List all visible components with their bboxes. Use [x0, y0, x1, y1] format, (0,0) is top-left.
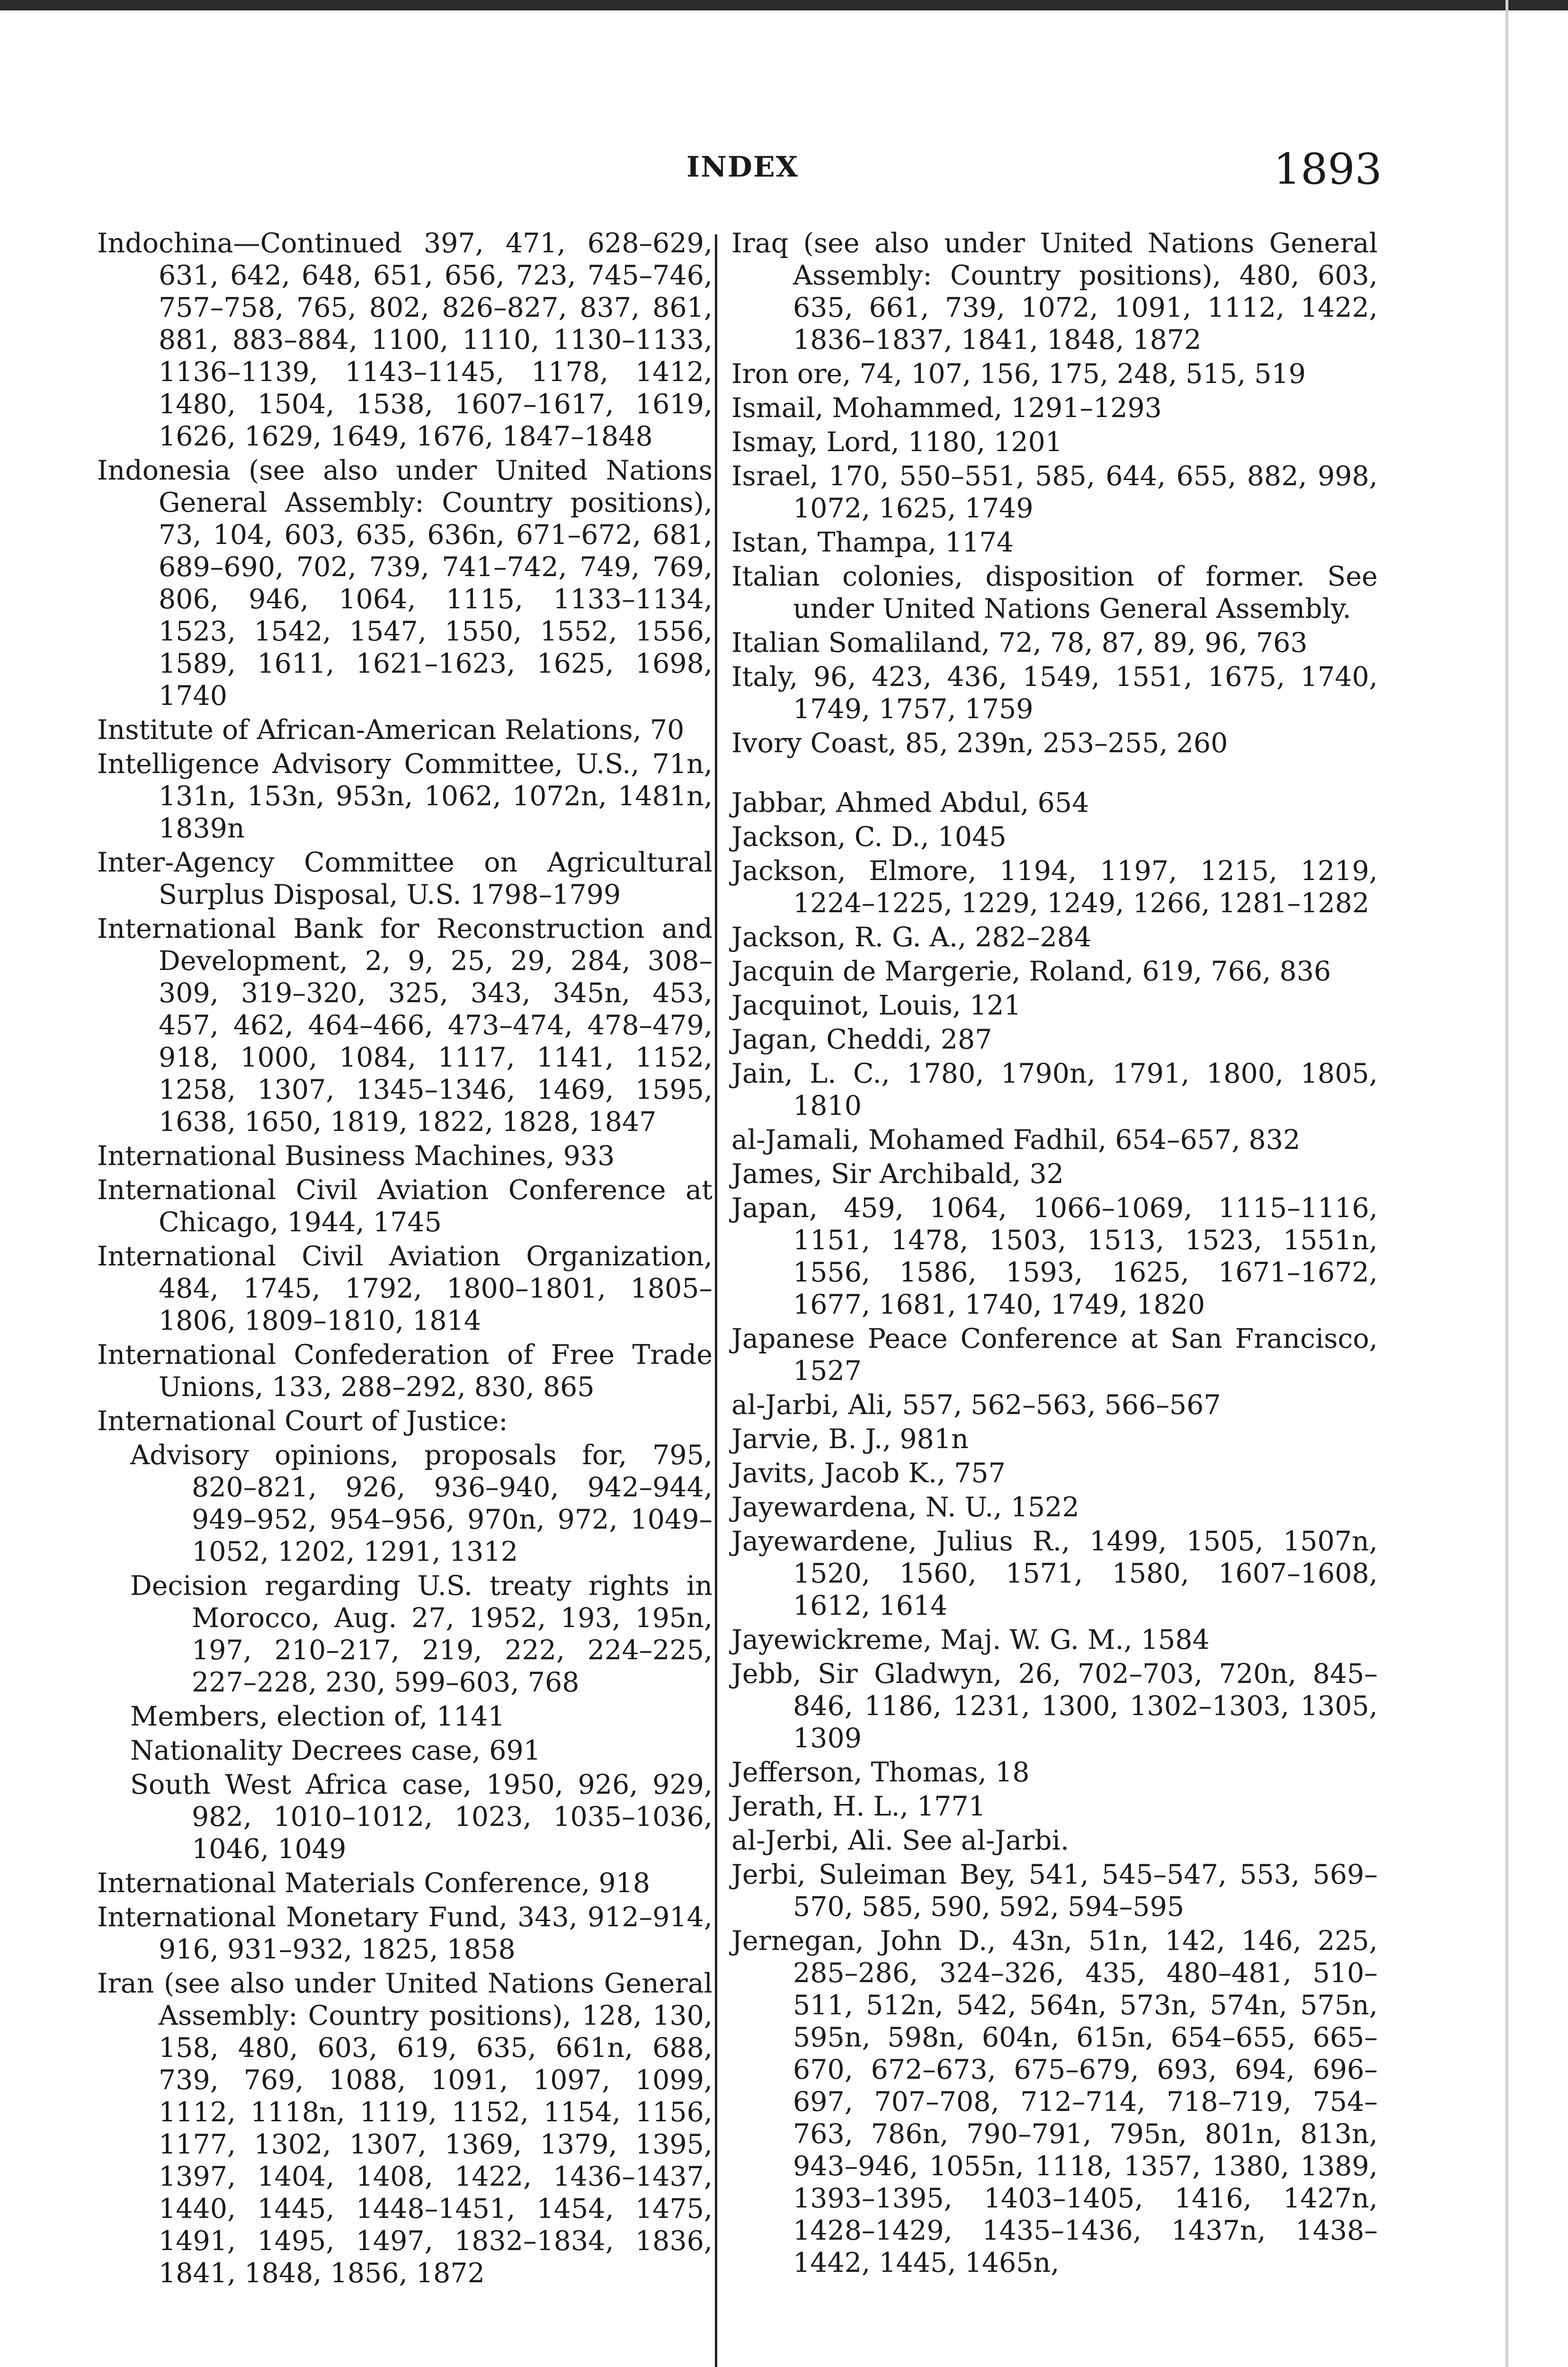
index-entry: Ivory Coast, 85, 239n, 253–255, 260: [731, 728, 1228, 759]
index-entry: Jarvie, B. J., 981n: [731, 1424, 969, 1455]
index-entry: Iraq (see also under United Nations General Assembly: Country positions), 480, 603, 635, 661, 739, 1072, 1091, 1112, 1422, 1836–1837, 1841, 1848, 1872: [731, 228, 1378, 356]
index-subentry: Members, election of, 1141: [130, 1701, 505, 1732]
index-entry: Jain, L. C., 1780, 1790n, 1791, 1800, 1805, 1810: [731, 1058, 1378, 1121]
index-subentry: South West Africa case, 1950, 926, 929, 982, 1010–1012, 1023, 1035–1036, 1046, 1049: [130, 1769, 713, 1865]
index-entry: al-Jarbi, Ali, 557, 562–563, 566–567: [731, 1389, 1221, 1421]
running-head: INDEX: [686, 151, 799, 184]
index-entry: Italy, 96, 423, 436, 1549, 1551, 1675, 1740, 1749, 1757, 1759: [731, 661, 1378, 725]
index-entry: International Confederation of Free Trade Unions, 133, 288–292, 830, 865: [97, 1339, 713, 1403]
column-divider: [715, 234, 717, 2367]
index-entry: Jackson, C. D., 1045: [731, 821, 1007, 853]
index-entry: Jackson, Elmore, 1194, 1197, 1215, 1219, 1224–1225, 1229, 1249, 1266, 1281–1282: [731, 855, 1378, 919]
index-entry: Jabbar, Ahmed Abdul, 654: [731, 787, 1089, 819]
index-entry: Ismail, Mohammed, 1291–1293: [731, 392, 1162, 424]
index-entry: Intelligence Advisory Committee, U.S., 71n, 131n, 153n, 953n, 1062, 1072n, 1481n, 1839n: [97, 748, 713, 844]
index-entry: al-Jamali, Mohamed Fadhil, 654–657, 832: [731, 1124, 1301, 1156]
index-entry: Jayewardena, N. U., 1522: [731, 1492, 1079, 1523]
index-entry: International Civil Aviation Organization, 484, 1745, 1792, 1800–1801, 1805–1806, 1809–1810, 1814: [97, 1241, 713, 1336]
index-subentry: Advisory opinions, proposals for, 795, 820–821, 926, 936–940, 942–944, 949–952, 954–956, 970n, 972, 1049–1052, 1202, 1291, 1312: [130, 1440, 713, 1567]
index-entry: International Business Machines, 933: [97, 1140, 615, 1172]
index-entry: Italian colonies, disposition of former. See under United Nations General Assembly.: [731, 561, 1378, 624]
index-entry: James, Sir Archibald, 32: [731, 1158, 1064, 1190]
index-entry: International Court of Justice:: [97, 1406, 508, 1437]
index-entry: Jagan, Cheddi, 287: [731, 1024, 992, 1055]
page-edge: [1506, 0, 1508, 2367]
index-subentry: Nationality Decrees case, 691: [130, 1735, 541, 1766]
index-entry: Jefferson, Thomas, 18: [731, 1757, 1030, 1788]
index-entry: Iron ore, 74, 107, 156, 175, 248, 515, 519: [731, 358, 1306, 390]
index-entry: Jerath, H. L., 1771: [731, 1791, 986, 1822]
index-entry: International Monetary Fund, 343, 912–914, 916, 931–932, 1825, 1858: [97, 1902, 713, 1965]
index-entry: Jayewickreme, Maj. W. G. M., 1584: [731, 1624, 1210, 1655]
index-entry: Japan, 459, 1064, 1066–1069, 1115–1116, 1151, 1478, 1503, 1513, 1523, 1551n, 1556, 1586, 1593, 1625, 1671–1672, 1677, 1681, 1740, 1749, 1820: [731, 1192, 1378, 1320]
page-number: 1893: [1274, 144, 1382, 194]
index-entry: Javits, Jacob K., 757: [731, 1458, 1006, 1489]
index-entry: International Materials Conference, 918: [97, 1868, 650, 1899]
index-column-left: [97, 227, 713, 2291]
index-entry: Ismay, Lord, 1180, 1201: [731, 427, 1063, 458]
index-entry: Inter-Agency Committee on Agricultural Surplus Disposal, U.S. 1798–1799: [97, 847, 713, 910]
index-entry: Japanese Peace Conference at San Francisco, 1527: [731, 1323, 1378, 1387]
index-entry: International Civil Aviation Conference at Chicago, 1944, 1745: [97, 1175, 713, 1238]
index-entry: Italian Somaliland, 72, 78, 87, 89, 96, 763: [731, 627, 1308, 658]
index-entry: Jerbi, Suleiman Bey, 541, 545–547, 553, 569–570, 585, 590, 592, 594–595: [731, 1859, 1378, 1922]
index-entry: Jayewardene, Julius R., 1499, 1505, 1507n, 1520, 1560, 1571, 1580, 1607–1608, 1612, 1614: [731, 1526, 1378, 1621]
index-entry: Israel, 170, 550–551, 585, 644, 655, 882, 998, 1072, 1625, 1749: [731, 461, 1378, 524]
index-entry: International Bank for Reconstruction and Development, 2, 9, 25, 29, 284, 308–309, 319–320, 325, 343, 345n, 453, 457, 462, 464–466, 473–474, 478–479, 918, 1000, 1084, 1117, 1141, 1152, 1258, 1307, 1345–1346, 1469, 1595, 1638, 1650, 1819, 1822, 1828, 1847: [97, 913, 713, 1138]
index-entry: Indonesia (see also under United Nations General Assembly: Country positions), 73, 104, 603, 635, 636n, 671–672, 681, 689–690, 702, 739, 741–742, 749, 769, 806, 946, 1064, 1115, 1133–1134, 1523, 1542, 1547, 1550, 1552, 1556, 1589, 1611, 1621–1623, 1625, 1698, 1740: [97, 455, 713, 712]
index-entry: Jernegan, John D., 43n, 51n, 142, 146, 225, 285–286, 324–326, 435, 480–481, 510–511, 512n, 542, 564n, 573n, 574n, 575n, 595n, 598n, 604n, 615n, 654–655, 665–670, 672–673, 675–679, 693, 694, 696–697, 707–708, 712–714, 718–719, 754–763, 786n, 790–791, 795n, 801n, 813n, 943–946, 1055n, 1118, 1357, 1380, 1389, 1393–1395, 1403–1405, 1416, 1427n, 1428–1429, 1435–1436, 1437n, 1438–1442, 1445, 1465n,: [731, 1925, 1378, 2278]
index-entry: Jacquinot, Louis, 121: [731, 990, 1021, 1021]
index-subentry: Decision regarding U.S. treaty rights in Morocco, Aug. 27, 1952, 193, 195n, 197, 210–217, 219, 222, 224–225, 227–228, 230, 599–603, 768: [130, 1570, 713, 1698]
index-entry: Indochina—Continued 397, 471, 628–629, 631, 642, 648, 651, 656, 723, 745–746, 757–758, 765, 802, 826–827, 837, 861, 881, 883–884, 1100, 1110, 1130–1133, 1136–1139, 1143–1145, 1178, 1412, 1480, 1504, 1538, 1607–1617, 1619, 1626, 1629, 1649, 1676, 1847–1848: [97, 228, 713, 452]
index-entry: Jackson, R. G. A., 282–284: [731, 922, 1092, 953]
index-column-right: [731, 227, 1378, 2281]
index-entry: Iran (see also under United Nations General Assembly: Country positions), 128, 130, 158, 480, 603, 619, 635, 661n, 688, 739, 769, 1088, 1091, 1097, 1099, 1112, 1118n, 1119, 1152, 1154, 1156, 1177, 1302, 1307, 1369, 1379, 1395, 1397, 1404, 1408, 1422, 1436–1437, 1440, 1445, 1448–1451, 1454, 1475, 1491, 1495, 1497, 1832–1834, 1836, 1841, 1848, 1856, 1872: [97, 1968, 713, 2289]
index-entry: Istan, Thampa, 1174: [731, 527, 1014, 558]
index-entry: Jebb, Sir Gladwyn, 26, 702–703, 720n, 845–846, 1186, 1231, 1300, 1302–1303, 1305, 1309: [731, 1658, 1378, 1754]
top-scan-border: [0, 0, 1568, 10]
index-entry: al-Jerbi, Ali. See al-Jarbi.: [731, 1825, 1069, 1856]
index-entry: Jacquin de Margerie, Roland, 619, 766, 836: [731, 956, 1331, 987]
index-entry: Institute of African-American Relations, 70: [97, 714, 685, 746]
